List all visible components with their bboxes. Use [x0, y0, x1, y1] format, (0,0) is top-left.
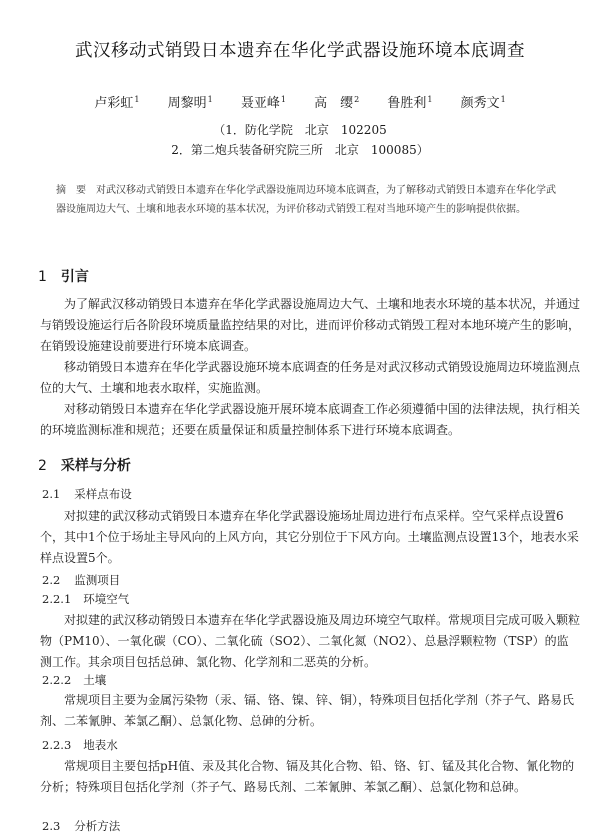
subsection-heading-2-1: 2.1 采样点布设	[42, 487, 132, 501]
subsection-heading-2-3: 2.3 分析方法	[42, 819, 121, 833]
paragraph-2-2-1: 对拟建的武汉移动销毁日本遗弃在华化学武器设施及周边环境空气取样。常规项目完成可吸入颗粒物（PM10）、一氧化碳（CO）、二氧化硫（SO2）、二氧化氮（NO2）、总悬浮颗粒物（TSP）的监测工作。其余项目包括总砷、氯化物、化学剂和二恶英的分析。	[40, 613, 581, 669]
abstract-label: 摘 要	[56, 185, 86, 196]
section-heading-intro: 1 引言	[38, 269, 89, 285]
author: 鲁胜利$^1$	[387, 94, 433, 111]
abstract	[56, 181, 556, 219]
paragraph-2-2-3: 常规项目主要包括pH值、汞及其化合物、镉及其化合物、铅、铬、钉、锰及其化合物、氰化物的分析；特殊项目包括化学剂（芥子气、路易氏剂、二苯氰胂、苯氯乙酮）、总氯化物和总砷。	[40, 759, 575, 794]
intro-paragraph: 为了解武汉移动销毁日本遗弃在华化学武器设施周边大气、土壤和地表水环境的基本状况，并通过与销毁设施运行后各阶段环境质量监控结果的对比，进而评价移动式销毁工程对本地环境产生的影响，在销毁设施建设前要进行环境本底调查。	[40, 297, 581, 353]
subsection-heading-2-2-2: 2.2.2 土壤	[42, 673, 107, 687]
paragraph-2-2-2: 常规项目主要为金属污染物（汞、镉、铬、镍、锌、铜），特殊项目包括化学剂（芥子气、路易氏剂、二苯氰胂、苯氯乙酮）、总氯化物、总砷的分析。	[40, 693, 575, 728]
affiliation-1: （1．防化学院 北京 102205	[213, 123, 387, 137]
subsection-heading-2-2-3: 2.2.3 地表水	[42, 738, 118, 752]
intro-paragraph: 移动销毁日本遗弃在华化学武器设施环境本底调查的任务是对武汉移动式销毁设施周边环境监测点位的大气、土壤和地表水取样，实施监测。	[40, 360, 581, 395]
abstract-text: 对武汉移动式销毁日本遗弃在华化学武器设施周边环境本底调查，为了解移动式销毁日本遗弃在华化学武器设施周边大气、土壤和地表水环境的基本状况，为评价移动式销毁工程对当地环境产生的影响提供依据。	[56, 185, 556, 215]
paragraph-2-1: 对拟建的武汉移动式销毁日本遗弃在华化学武器设施场址周边进行布点采样。空气采样点设置6个，其中1个位于场址主导风向的上风方向，其它分别位于下风方向。土壤监测点设置13个，地表水采样点设置5个。	[40, 509, 579, 565]
author: 高 缨$^2$	[314, 94, 360, 111]
author-list	[0, 92, 600, 111]
author: 卢彩虹$^1$	[94, 94, 140, 111]
intro-paragraph: 对移动销毁日本遗弃在华化学武器设施开展环境本底调查工作必须遵循中国的法律法规，执行相关的环境监测标准和规范；还要在质量保证和质量控制体系下进行环境本底调查。	[40, 402, 581, 437]
affiliation-2: 2．第二炮兵装备研究院三所 北京 100085）	[171, 143, 429, 157]
author: 颜秀文$^1$	[460, 94, 506, 111]
section-heading-sampling: 2 采样与分析	[38, 458, 131, 474]
paper-title: 武汉移动式销毁日本遗弃在华化学武器设施环境本底调查	[75, 41, 525, 61]
author: 周黎明$^1$	[167, 94, 213, 111]
subsection-heading-2-2: 2.2 监测项目	[42, 573, 121, 587]
subsection-heading-2-2-1: 2.2.1 环境空气	[42, 592, 130, 606]
author: 聂亚峰$^1$	[240, 94, 286, 111]
